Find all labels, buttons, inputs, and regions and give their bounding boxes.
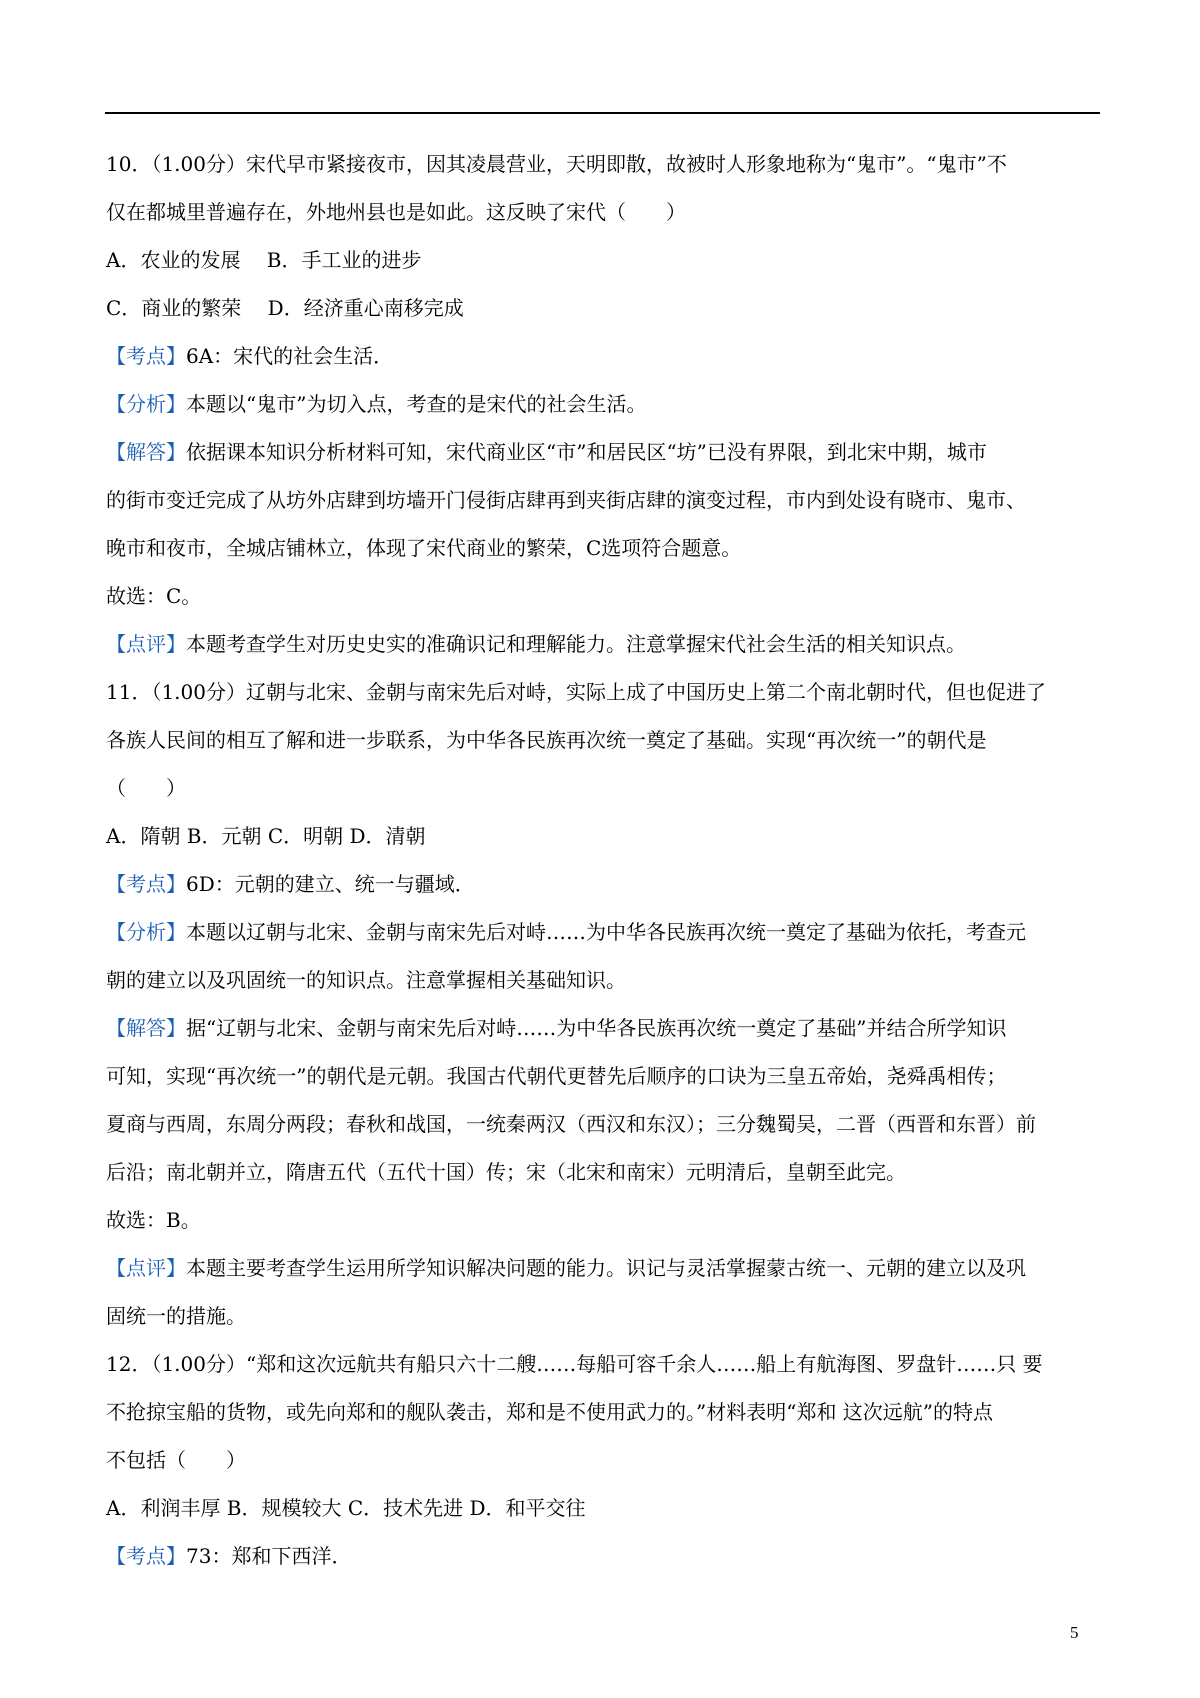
text-line [106, 524, 1098, 572]
line-text: 本题以“鬼市”为切入点，考查的是宋代的社会生活。 [186, 392, 647, 416]
text-line [106, 956, 1098, 1004]
line-text: 朝的建立以及巩固统一的知识点。注意掌握相关基础知识。 [106, 968, 626, 992]
page-number: 5 [1070, 1623, 1079, 1642]
text-line [106, 620, 1098, 668]
line-text: 不包括（ ） [106, 1448, 246, 1472]
line-text: A．农业的发展 B．手工业的进步 [106, 248, 422, 272]
text-line [106, 812, 1098, 860]
text-line [106, 716, 1098, 764]
text-line [106, 332, 1098, 380]
text-line [106, 860, 1098, 908]
text-line [106, 1244, 1098, 1292]
text-line [106, 1148, 1098, 1196]
line-text: 仅在都城里普遍存在，外地州县也是如此。这反映了宋代（ ） [106, 200, 686, 224]
line-text: 10．（1.00分）宋代早市紧接夜市，因其凌晨营业，天明即散，故被时人形象地称为“鬼市”。“鬼市”不 [106, 152, 1007, 176]
text-line [106, 908, 1098, 956]
line-text: A．隋朝 B．元朝 C．明朝 D．清朝 [106, 824, 426, 848]
line-text: A．利润丰厚 B．规模较大 C．技术先进 D．和平交往 [106, 1496, 586, 1520]
text-line [106, 188, 1098, 236]
text-line [106, 668, 1098, 716]
text-line [106, 428, 1098, 476]
document-body [106, 140, 1098, 1580]
line-text: 故选：C。 [106, 584, 202, 608]
line-text: 本题以辽朝与北宋、金朝与南宋先后对峙……为中华各民族再次统一奠定了基础为依托，考查元 [186, 920, 1026, 944]
line-text: 晚市和夜市，全城店铺林立，体现了宋代商业的繁荣，C选项符合题意。 [106, 536, 742, 560]
text-line [106, 1292, 1098, 1340]
line-text: 夏商与西周，东周分两段；春秋和战国，一统秦两汉（西汉和东汉）；三分魏蜀吴，二晋（西晋和东晋）前 [106, 1112, 1036, 1136]
section-tag: 【分析】 [106, 920, 186, 944]
text-line [106, 1052, 1098, 1100]
section-tag: 【考点】 [106, 344, 186, 368]
text-line [106, 476, 1098, 524]
line-text: 据“辽朝与北宋、金朝与南宋先后对峙……为中华各民族再次统一奠定了基础”并结合所学知识 [186, 1016, 1007, 1040]
section-tag: 【点评】 [106, 632, 186, 656]
text-line [106, 284, 1098, 332]
text-line [106, 1436, 1098, 1484]
text-line [106, 1100, 1098, 1148]
text-line [106, 1532, 1098, 1580]
line-text: 不抢掠宝船的货物，或先向郑和的舰队袭击，郑和是不使用武力的。”材料表明“郑和 这次远航”的特点 [106, 1400, 994, 1424]
line-text: 固统一的措施。 [106, 1304, 246, 1328]
line-text: 依据课本知识分析材料可知，宋代商业区“市”和居民区“坊”已没有界限，到北宋中期，城市 [186, 440, 987, 464]
text-line [106, 1484, 1098, 1532]
line-text: C．商业的繁荣 D．经济重心南移完成 [106, 296, 464, 320]
text-line [106, 572, 1098, 620]
text-line [106, 1340, 1098, 1388]
text-line [106, 236, 1098, 284]
text-line [106, 1004, 1098, 1052]
text-line [106, 140, 1098, 188]
line-text: 本题考查学生对历史史实的准确识记和理解能力。注意掌握宋代社会生活的相关知识点。 [186, 632, 966, 656]
line-text: 本题主要考查学生运用所学知识解决问题的能力。识记与灵活掌握蒙古统一、元朝的建立以及巩 [186, 1256, 1026, 1280]
line-text: （ ） [106, 776, 186, 800]
line-text: 6A：宋代的社会生活． [186, 344, 394, 368]
header-rule [105, 112, 1100, 114]
line-text: 各族人民间的相互了解和进一步联系，为中华各民族再次统一奠定了基础。实现“再次统一”的朝代是 [106, 728, 987, 752]
line-text: 12．（1.00分）“郑和这次远航共有船只六十二艘……每船可容千余人……船上有航海图、罗盘针……只 要 [106, 1352, 1043, 1376]
section-tag: 【考点】 [106, 1544, 186, 1568]
line-text: 6D：元朝的建立、统一与疆域． [186, 872, 475, 896]
section-tag: 【点评】 [106, 1256, 186, 1280]
section-tag: 【解答】 [106, 1016, 186, 1040]
text-line [106, 764, 1098, 812]
text-line [106, 1388, 1098, 1436]
section-tag: 【考点】 [106, 872, 186, 896]
section-tag: 【分析】 [106, 392, 186, 416]
text-line [106, 380, 1098, 428]
line-text: 的街市变迁完成了从坊外店肆到坊墙开门侵街店肆再到夹街店肆的演变过程，市内到处设有晓市、鬼市、 [106, 488, 1026, 512]
text-line [106, 1196, 1098, 1244]
line-text: 73：郑和下西洋． [186, 1544, 352, 1568]
line-text: 故选：B。 [106, 1208, 201, 1232]
line-text: 可知，实现“再次统一”的朝代是元朝。我国古代朝代更替先后顺序的口诀为三皇五帝始，尧舜禹相传； [106, 1064, 1007, 1088]
section-tag: 【解答】 [106, 440, 186, 464]
line-text: 11．（1.00分）辽朝与北宋、金朝与南宋先后对峙，实际上成了中国历史上第二个南北朝时代，但也促进了 [106, 680, 1046, 704]
line-text: 后沿；南北朝并立，隋唐五代（五代十国）传；宋（北宋和南宋）元明清后，皇朝至此完。 [106, 1160, 906, 1184]
